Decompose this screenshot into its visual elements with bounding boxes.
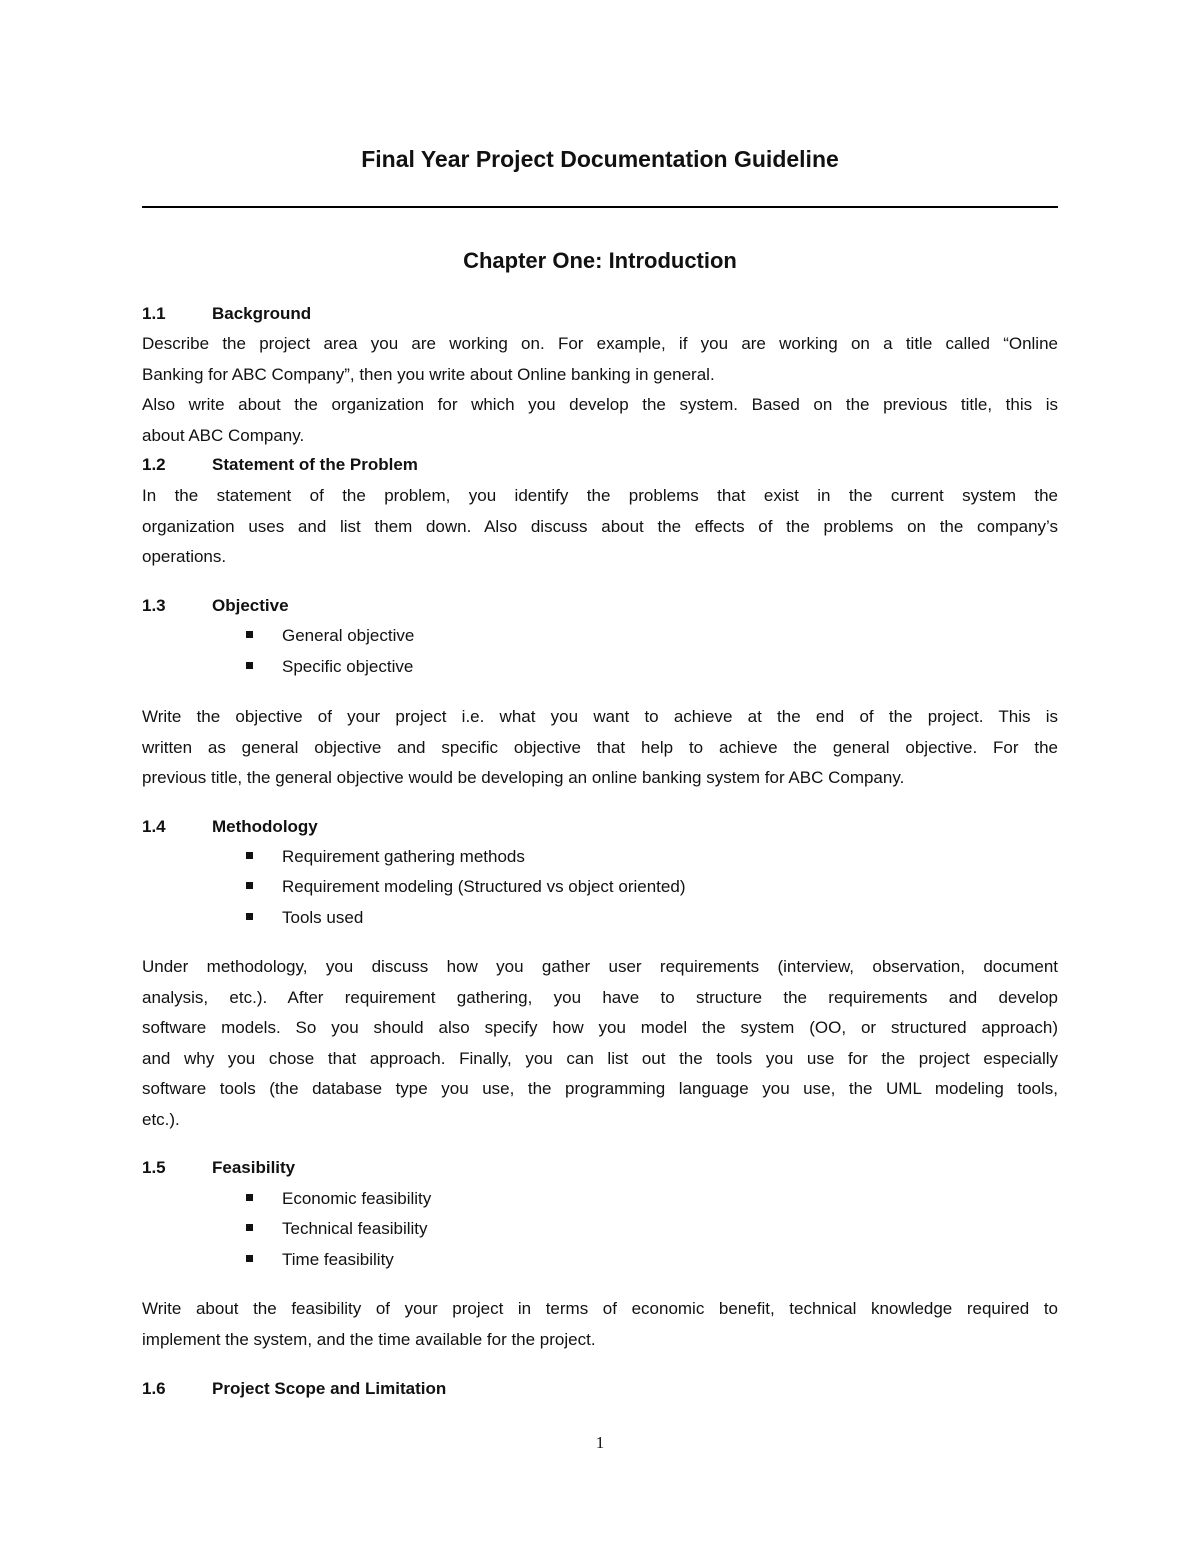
bullet-text: General objective (282, 626, 415, 645)
methodology-paragraph (142, 952, 1058, 1135)
paragraph-line: Also write about the organization for which you develop the system. Based on the previous title, this is (142, 395, 1058, 414)
bullet-marker-icon (246, 631, 253, 638)
paragraph-line: written as general objective and specific objective that help to achieve the general objective. For the (142, 737, 1058, 757)
section-number: 1.2 (142, 455, 166, 474)
section-title: Statement of the Problem (212, 455, 418, 474)
section-title: Feasibility (212, 1158, 296, 1177)
bullet-text: Economic feasibility (282, 1189, 432, 1208)
section-heading-scope (142, 1374, 446, 1404)
section-number: 1.1 (142, 304, 166, 323)
document-title: Final Year Project Documentation Guideline (361, 146, 839, 172)
paragraph-line: software models. So you should also specify how you model the system (OO, or structured approach) (142, 1018, 1058, 1037)
paragraph-line: previous title, the general objective would be developing an online banking system for ABC Company. (142, 768, 905, 787)
objective-paragraph (142, 702, 1058, 794)
bullet-item (246, 842, 525, 872)
bullet-text: Time feasibility (282, 1250, 394, 1269)
paragraph-line: Describe the project area you are working on. For example, if you are working on a title called “Online (142, 334, 1058, 353)
section-number: 1.4 (142, 817, 166, 836)
bullet-item (246, 1214, 428, 1244)
bullet-marker-icon (246, 662, 253, 669)
section-number: 1.3 (142, 596, 166, 615)
paragraph-line: Banking for ABC Company”, then you write about Online banking in general. (142, 364, 715, 384)
section-number: 1.5 (142, 1158, 166, 1177)
paragraph-line: Write the objective of your project i.e. what you want to achieve at the end of the project. This is (142, 707, 1058, 726)
section-heading-objective (142, 591, 289, 621)
bullet-text: Technical feasibility (282, 1219, 428, 1238)
bullet-marker-icon (246, 882, 253, 889)
bullet-item (246, 1184, 431, 1214)
bullet-item (246, 1245, 394, 1275)
problem-statement-paragraph (142, 481, 1058, 573)
section-number: 1.6 (142, 1379, 166, 1398)
bullet-item (246, 903, 363, 933)
bullet-text: Requirement gathering methods (282, 847, 525, 866)
bullet-text: Specific objective (282, 657, 414, 676)
bullet-marker-icon (246, 1224, 253, 1231)
feasibility-paragraph (142, 1294, 1058, 1355)
paragraph-line: and why you chose that approach. Finally, you can list out the tools you use for the project especially (142, 1048, 1058, 1068)
bullet-item (246, 621, 414, 651)
background-paragraph (142, 329, 1058, 451)
section-heading-background (142, 299, 311, 329)
bullet-text: Requirement modeling (Structured vs object oriented) (282, 877, 686, 896)
bullet-marker-icon (246, 1255, 253, 1262)
section-heading-problem-statement (142, 450, 418, 480)
section-title: Background (212, 304, 312, 323)
chapter-title: Chapter One: Introduction (463, 248, 737, 273)
paragraph-line: about ABC Company. (142, 425, 305, 445)
paragraph-line: Write about the feasibility of your project in terms of economic benefit, technical knowledge required to (142, 1299, 1058, 1318)
paragraph-line: etc.). (142, 1109, 180, 1129)
section-title: Methodology (212, 817, 318, 836)
bullet-text: Tools used (282, 908, 364, 927)
bullet-marker-icon (246, 1194, 253, 1201)
paragraph-line: Under methodology, you discuss how you gather user requirements (interview, observation, document (142, 957, 1058, 976)
paragraph-line: In the statement of the problem, you identify the problems that exist in the current system the (142, 486, 1058, 505)
page-number: 1 (595, 1433, 605, 1452)
bullet-marker-icon (246, 913, 253, 920)
paragraph-line: implement the system, and the time available for the project. (142, 1329, 596, 1349)
section-title: Objective (212, 596, 289, 615)
section-title: Project Scope and Limitation (212, 1379, 447, 1398)
title-divider (142, 206, 1058, 208)
paragraph-line: operations. (142, 547, 227, 566)
paragraph-line: software tools (the database type you use, the programming language you use, the UML modeling tools, (142, 1079, 1058, 1098)
section-heading-methodology (142, 812, 318, 842)
paragraph-line: organization uses and list them down. Also discuss about the effects of the problems on the company’s (142, 516, 1058, 536)
bullet-item (246, 872, 685, 902)
section-heading-feasibility (142, 1153, 295, 1183)
bullet-marker-icon (246, 852, 253, 859)
paragraph-line: analysis, etc.). After requirement gathering, you have to structure the requirements and develop (142, 987, 1058, 1007)
bullet-item (246, 652, 413, 682)
